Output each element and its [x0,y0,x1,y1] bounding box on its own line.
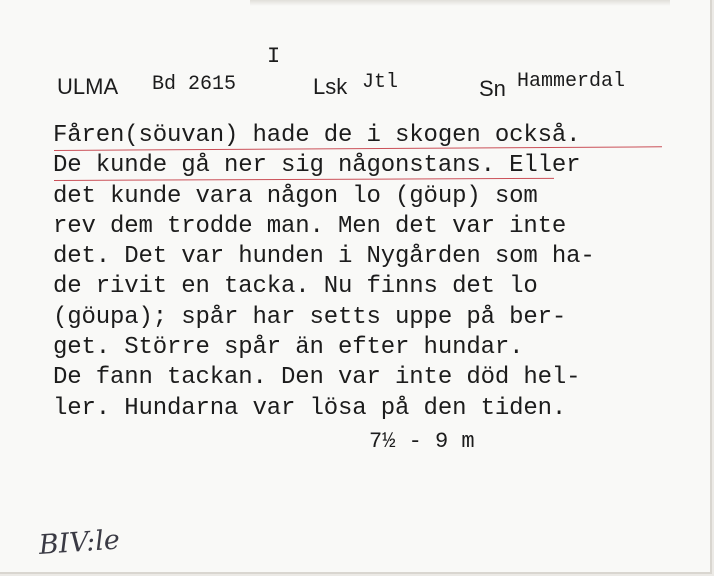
text-line: De kunde gå ner sig någonstans. Eller [53,152,581,180]
text-line: Fåren(söuvan) hade de i skogen också. [53,122,581,149]
transcript-text [53,121,693,424]
handwritten-signum: BIV:le [37,524,121,561]
card-top-shadow [250,0,670,6]
record-number: Bd 2615 [152,73,237,96]
text-line: de rivit en tacka. Nu finns det lo [53,273,538,301]
text-line: (göupa); spår har setts uppe på ber- [53,303,567,331]
text-line: rev dem trodde man. Men det var inte [53,212,567,240]
archive-label: ULMA [57,74,119,99]
volume-number: I [267,44,281,69]
province-label: Lsk [313,74,348,99]
province-value: Jtl [362,71,399,94]
parish-value: Hammerdal [517,70,626,93]
text-line: det kunde vara någon lo (göup) som [53,182,538,210]
parish-label: Sn [479,76,506,101]
text-line: det. Det var hunden i Nygården som ha- [53,243,595,271]
text-line: ler. Hundarna var lösa på den tiden. [53,394,567,422]
time-note: 7½ - 9 m [369,429,475,454]
text-line: De fann tackan. Den var inte död hel- [53,364,581,392]
text-line: get. Större spår än efter hundar. [53,334,524,362]
